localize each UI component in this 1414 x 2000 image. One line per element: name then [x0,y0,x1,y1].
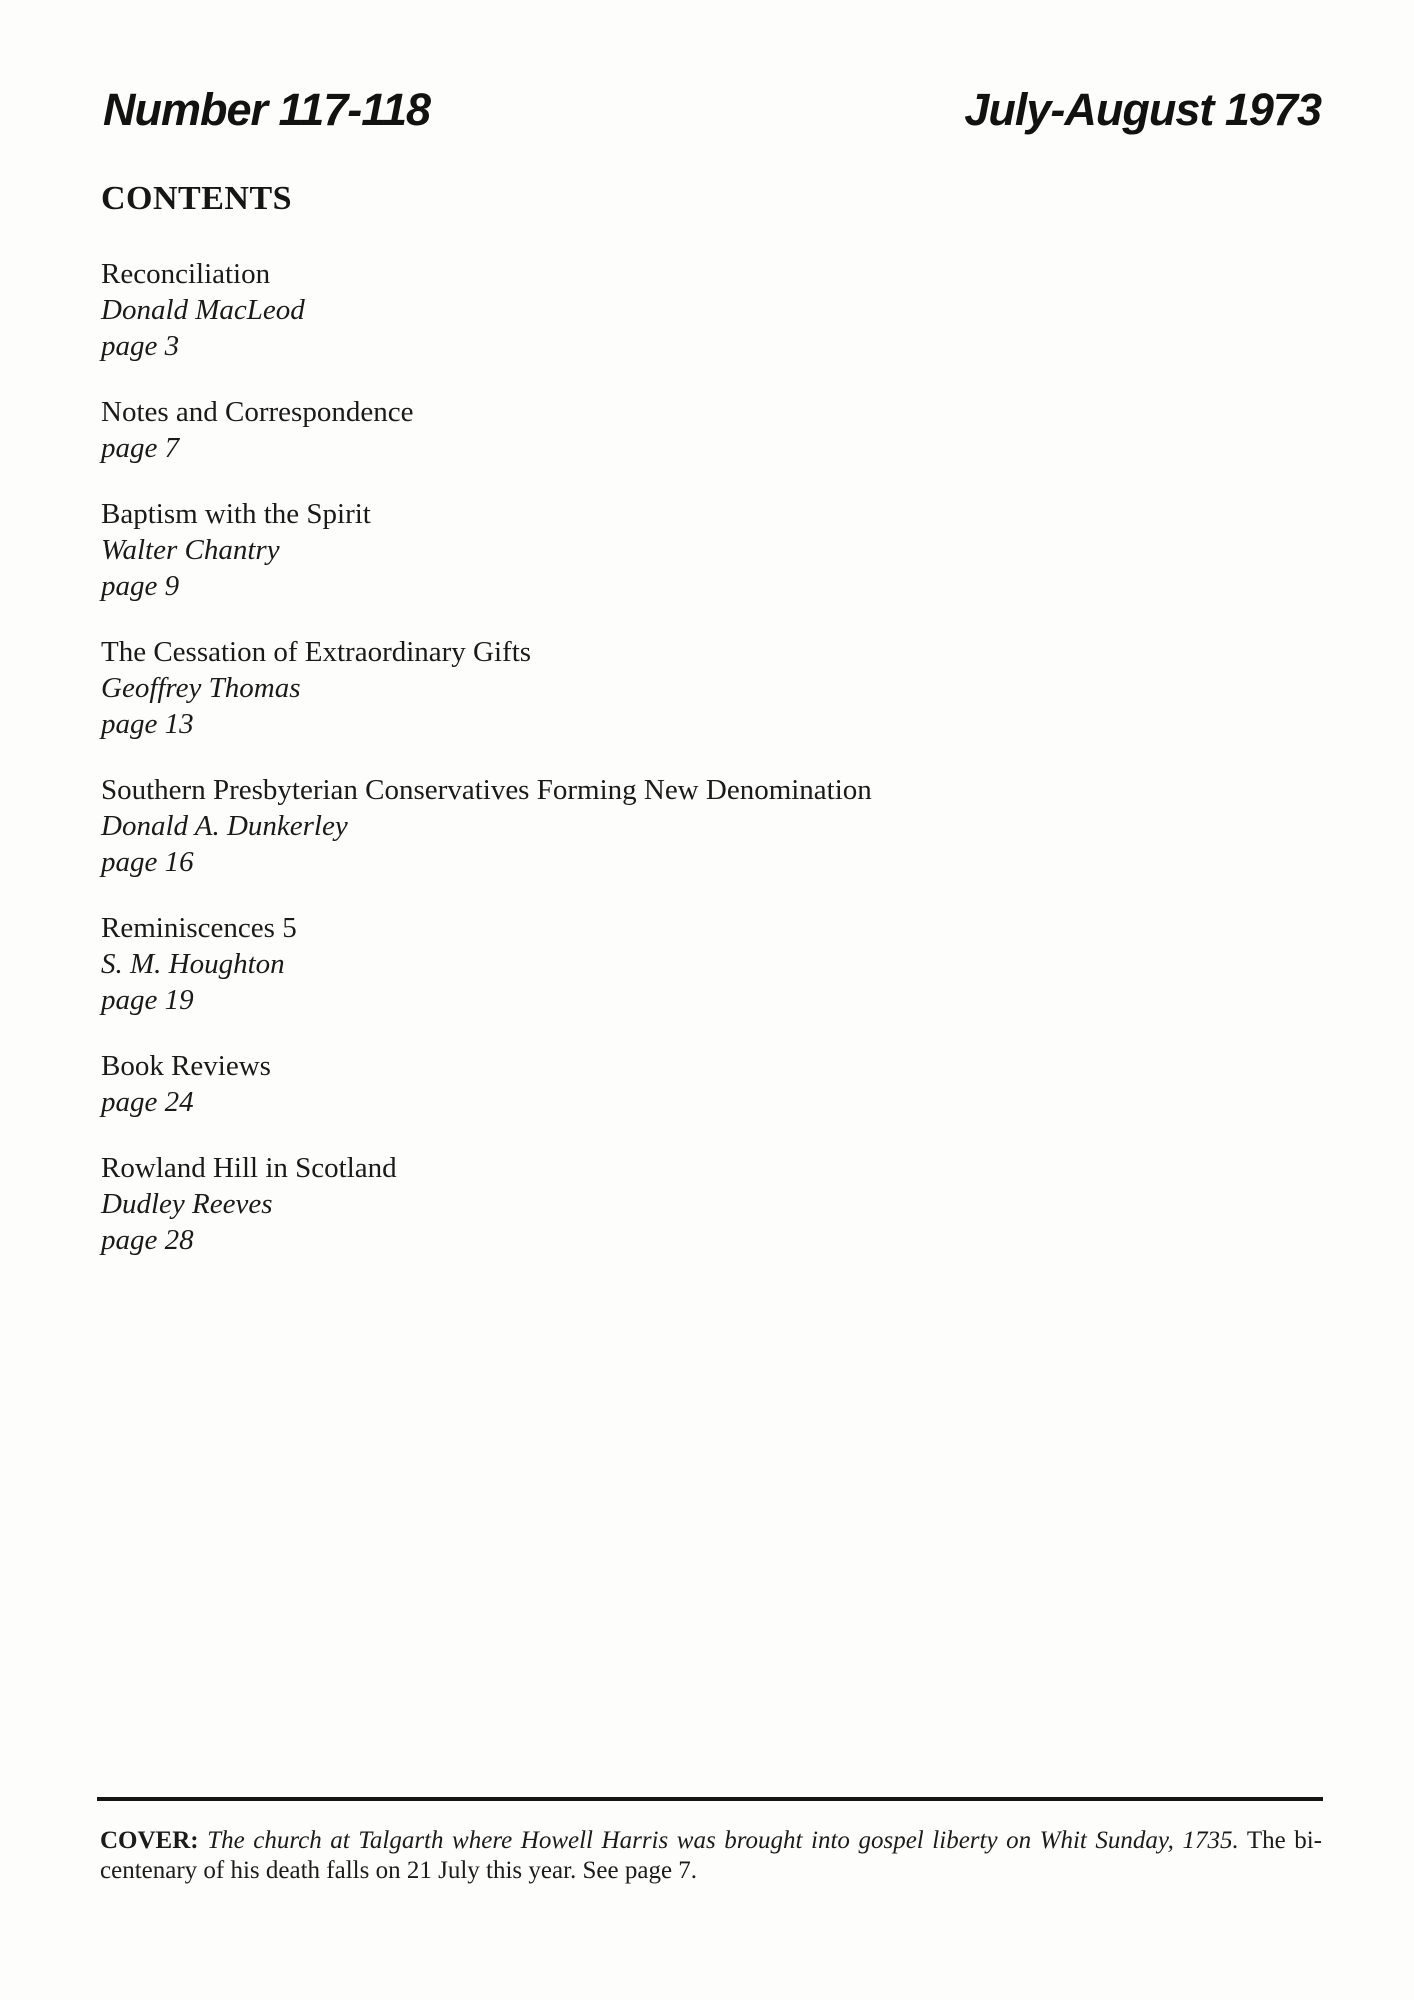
masthead [103,84,1321,136]
toc-entry-title: Baptism with the Spirit [101,498,371,530]
toc-entry-page: page 9 [101,570,180,602]
toc-entry-page: page 13 [101,708,194,740]
cover-note-regular-text: The bi-centenary of his death falls on 21 July this year. See page 7. [100,1827,1323,1884]
toc-entry-title: Book Reviews [101,1050,271,1082]
toc-entry-author: Dudley Reeves [101,1188,273,1220]
issue-number: Number 117-118 [103,84,430,135]
toc-entry [101,1150,1331,1258]
toc-entry [101,772,1331,880]
toc-entry-title: Notes and Correspondence [101,396,414,428]
cover-note-italic-text: The church at Talgarth where Howell Harris was brought into gospel liberty on Whit Sunday, 1735. [207,1827,1239,1854]
toc-entry [101,496,1331,604]
toc-entry-page: page 16 [101,846,194,878]
toc-entry-title: Southern Presbyterian Conservatives Forming New Denomination [101,774,872,806]
toc-entry-author: S. M. Houghton [101,948,285,980]
footer-divider-rule [97,1797,1323,1801]
contents-heading: CONTENTS [101,180,293,217]
toc-entry [101,1048,1331,1120]
cover-note [100,1826,1322,1886]
toc-entry-author: Donald MacLeod [101,294,305,326]
toc-entry [101,910,1331,1018]
toc-entry [101,634,1331,742]
toc-entry-title: Reminiscences 5 [101,912,297,944]
toc-entry-author: Geoffrey Thomas [101,672,301,704]
toc-entry-title: Reconciliation [101,258,271,290]
toc-entry [101,256,1331,364]
toc-entry [101,394,1331,466]
issue-date: July-August 1973 [964,84,1321,135]
toc-entry-author: Donald A. Dunkerley [101,810,348,842]
cover-note-label: COVER: [100,1827,199,1854]
toc-entry-page: page 19 [101,984,194,1016]
toc-entry-page: page 24 [101,1086,194,1118]
toc-entry-title: The Cessation of Extraordinary Gifts [101,636,532,668]
table-of-contents [101,256,1331,1288]
toc-entry-page: page 28 [101,1224,194,1256]
toc-entry-page: page 3 [101,330,180,362]
toc-entry-title: Rowland Hill in Scotland [101,1152,397,1184]
toc-entry-author: Walter Chantry [101,534,280,566]
toc-entry-page: page 7 [101,432,180,464]
